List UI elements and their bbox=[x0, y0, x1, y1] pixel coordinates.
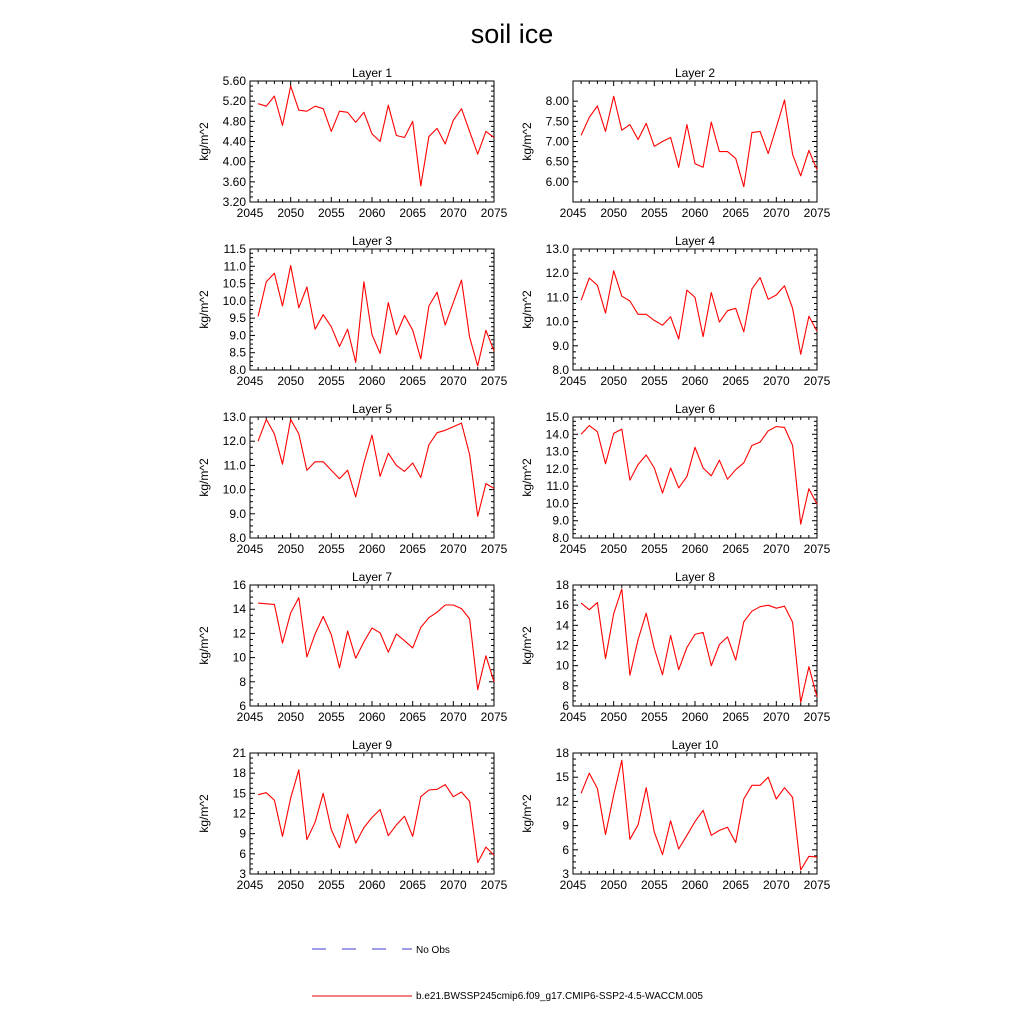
y-tick-label: 8 bbox=[239, 674, 246, 689]
panel-layer-2 bbox=[520, 66, 831, 220]
legend-no-obs-label: No Obs bbox=[416, 945, 450, 956]
series-line bbox=[258, 86, 494, 186]
x-tick-label: 2060 bbox=[681, 206, 709, 220]
x-tick-label: 2075 bbox=[480, 374, 508, 388]
x-tick-label: 2045 bbox=[559, 878, 587, 892]
y-axis-label: kg/m^2 bbox=[197, 290, 211, 329]
y-tick-label: 15 bbox=[232, 786, 246, 801]
x-tick-label: 2055 bbox=[317, 206, 345, 220]
panel-layer-4 bbox=[520, 234, 831, 388]
panel-title: Layer 6 bbox=[674, 402, 716, 416]
x-tick-label: 2045 bbox=[236, 710, 264, 724]
x-tick-label: 2050 bbox=[600, 374, 628, 388]
plot-frame bbox=[250, 249, 494, 370]
x-tick-label: 2045 bbox=[559, 374, 587, 388]
y-tick-label: 12.0 bbox=[545, 266, 569, 281]
x-tick-label: 2075 bbox=[803, 710, 831, 724]
x-tick-label: 2070 bbox=[762, 206, 790, 220]
x-tick-label: 2050 bbox=[277, 710, 305, 724]
y-axis-label: kg/m^2 bbox=[197, 458, 211, 497]
y-tick-label: 3 bbox=[562, 867, 569, 881]
x-tick-label: 2050 bbox=[277, 206, 305, 220]
x-tick-label: 2075 bbox=[803, 878, 831, 892]
plot-frame bbox=[573, 81, 817, 202]
x-tick-label: 2065 bbox=[722, 206, 750, 220]
x-tick-label: 2060 bbox=[358, 878, 386, 892]
panel-title: Layer 1 bbox=[351, 66, 393, 80]
y-tick-label: 6 bbox=[239, 699, 246, 713]
y-tick-label: 5.60 bbox=[222, 74, 246, 88]
panel-title: Layer 8 bbox=[674, 570, 716, 584]
plot-frame bbox=[250, 81, 494, 202]
y-tick-label: 8.0 bbox=[552, 531, 569, 545]
y-tick-label: 6.00 bbox=[545, 174, 569, 189]
y-tick-label: 18 bbox=[555, 578, 569, 592]
x-tick-label: 2050 bbox=[600, 206, 628, 220]
x-tick-label: 2075 bbox=[480, 878, 508, 892]
series-line bbox=[258, 598, 494, 690]
panel-title: Layer 9 bbox=[351, 738, 393, 752]
y-axis-label: kg/m^2 bbox=[520, 794, 534, 833]
x-tick-label: 2050 bbox=[600, 710, 628, 724]
x-tick-label: 2070 bbox=[762, 878, 790, 892]
x-tick-label: 2050 bbox=[600, 542, 628, 556]
y-tick-label: 11.0 bbox=[546, 290, 569, 305]
chart-panels bbox=[197, 66, 831, 892]
x-tick-label: 2065 bbox=[722, 710, 750, 724]
y-axis-label: kg/m^2 bbox=[197, 794, 211, 833]
y-tick-label: 4.80 bbox=[222, 114, 246, 129]
y-tick-label: 12 bbox=[232, 806, 246, 821]
panel-title: Layer 2 bbox=[674, 66, 716, 80]
x-tick-label: 2055 bbox=[317, 878, 345, 892]
panel-title: Layer 5 bbox=[351, 402, 393, 416]
y-tick-label: 9.0 bbox=[229, 506, 246, 521]
series-line bbox=[258, 266, 494, 366]
y-tick-label: 6 bbox=[239, 846, 246, 861]
y-tick-label: 10 bbox=[232, 650, 246, 665]
y-tick-label: 21 bbox=[232, 746, 246, 760]
x-tick-label: 2075 bbox=[480, 710, 508, 724]
x-tick-label: 2055 bbox=[317, 710, 345, 724]
series-line bbox=[581, 760, 817, 870]
x-tick-label: 2045 bbox=[559, 542, 587, 556]
y-tick-label: 12 bbox=[555, 794, 569, 809]
plot-frame bbox=[573, 249, 817, 370]
x-tick-label: 2060 bbox=[358, 710, 386, 724]
x-tick-label: 2045 bbox=[236, 374, 264, 388]
x-tick-label: 2045 bbox=[236, 206, 264, 220]
x-tick-label: 2060 bbox=[358, 206, 386, 220]
legend bbox=[312, 945, 703, 1002]
y-axis-label: kg/m^2 bbox=[197, 626, 211, 665]
y-tick-label: 7.00 bbox=[545, 134, 569, 149]
y-tick-label: 6.50 bbox=[545, 154, 569, 169]
y-tick-label: 3.60 bbox=[222, 174, 246, 189]
x-tick-label: 2050 bbox=[277, 542, 305, 556]
y-tick-label: 13.0 bbox=[545, 444, 569, 459]
y-tick-label: 6 bbox=[562, 699, 569, 713]
x-tick-label: 2045 bbox=[236, 542, 264, 556]
x-tick-label: 2055 bbox=[640, 542, 668, 556]
y-tick-label: 9 bbox=[239, 826, 246, 841]
y-tick-label: 5.20 bbox=[222, 94, 246, 109]
x-tick-label: 2065 bbox=[399, 542, 427, 556]
figure-title: soil ice bbox=[470, 19, 554, 49]
y-tick-label: 11.0 bbox=[546, 479, 569, 494]
plot-frame bbox=[573, 585, 817, 706]
y-tick-label: 11.0 bbox=[223, 458, 246, 473]
panel-title: Layer 4 bbox=[674, 234, 716, 248]
x-tick-label: 2075 bbox=[480, 206, 508, 220]
y-tick-label: 10.5 bbox=[222, 276, 246, 291]
x-tick-label: 2055 bbox=[317, 374, 345, 388]
x-tick-label: 2045 bbox=[236, 878, 264, 892]
plot-frame bbox=[250, 753, 494, 874]
series-line bbox=[258, 770, 494, 863]
x-tick-label: 2060 bbox=[358, 374, 386, 388]
legend-model-label: b.e21.BWSSP245cmip6.f09_g17.CMIP6-SSP2-4.5-WACCM.005 bbox=[416, 991, 703, 1002]
y-tick-label: 8 bbox=[562, 678, 569, 693]
y-tick-label: 8.0 bbox=[229, 363, 246, 377]
y-tick-label: 6 bbox=[562, 842, 569, 857]
series-line bbox=[581, 426, 817, 525]
plot-frame bbox=[250, 585, 494, 706]
y-tick-label: 7.50 bbox=[545, 114, 569, 129]
x-tick-label: 2065 bbox=[399, 206, 427, 220]
series-line bbox=[581, 96, 817, 186]
y-axis-label: kg/m^2 bbox=[197, 122, 211, 161]
panel-layer-1 bbox=[197, 66, 508, 220]
x-tick-label: 2050 bbox=[600, 878, 628, 892]
panel-layer-6 bbox=[520, 402, 831, 556]
x-tick-label: 2065 bbox=[722, 878, 750, 892]
plot-frame bbox=[573, 417, 817, 538]
y-tick-label: 18 bbox=[232, 766, 246, 781]
series-line bbox=[581, 589, 817, 703]
x-tick-label: 2070 bbox=[439, 878, 467, 892]
x-tick-label: 2055 bbox=[640, 710, 668, 724]
y-tick-label: 10.0 bbox=[545, 496, 569, 511]
y-tick-label: 10.0 bbox=[222, 293, 246, 308]
panel-layer-10 bbox=[520, 738, 831, 892]
x-tick-label: 2055 bbox=[640, 878, 668, 892]
x-tick-label: 2055 bbox=[317, 542, 345, 556]
x-tick-label: 2045 bbox=[559, 206, 587, 220]
series-line bbox=[581, 271, 817, 355]
x-tick-label: 2065 bbox=[399, 878, 427, 892]
x-tick-label: 2060 bbox=[681, 710, 709, 724]
y-tick-label: 18 bbox=[555, 746, 569, 760]
y-tick-label: 9.0 bbox=[229, 328, 246, 343]
x-tick-label: 2050 bbox=[277, 374, 305, 388]
x-tick-label: 2060 bbox=[358, 542, 386, 556]
y-tick-label: 12.0 bbox=[222, 434, 246, 449]
y-tick-label: 12 bbox=[232, 626, 246, 641]
x-tick-label: 2070 bbox=[439, 374, 467, 388]
panel-layer-8 bbox=[520, 570, 831, 724]
x-tick-label: 2065 bbox=[399, 374, 427, 388]
y-tick-label: 3 bbox=[239, 867, 246, 881]
y-tick-label: 10 bbox=[555, 658, 569, 673]
y-tick-label: 9 bbox=[562, 818, 569, 833]
y-tick-label: 9.5 bbox=[229, 311, 246, 326]
x-tick-label: 2070 bbox=[762, 374, 790, 388]
x-tick-label: 2055 bbox=[640, 374, 668, 388]
y-tick-label: 8.0 bbox=[229, 531, 246, 545]
x-tick-label: 2075 bbox=[803, 206, 831, 220]
y-tick-label: 14 bbox=[555, 618, 569, 633]
y-tick-label: 11.0 bbox=[223, 259, 246, 274]
y-tick-label: 13.0 bbox=[222, 410, 246, 424]
series-line bbox=[258, 419, 494, 516]
y-axis-label: kg/m^2 bbox=[520, 290, 534, 329]
y-tick-label: 9.0 bbox=[552, 338, 569, 353]
y-axis-label: kg/m^2 bbox=[520, 626, 534, 665]
x-tick-label: 2075 bbox=[480, 542, 508, 556]
x-tick-label: 2060 bbox=[681, 542, 709, 556]
y-tick-label: 15.0 bbox=[545, 410, 569, 424]
y-tick-label: 13.0 bbox=[545, 242, 569, 256]
x-tick-label: 2075 bbox=[803, 374, 831, 388]
y-tick-label: 15 bbox=[555, 770, 569, 785]
y-tick-label: 9.0 bbox=[552, 513, 569, 528]
y-tick-label: 10.0 bbox=[545, 314, 569, 329]
y-tick-label: 3.20 bbox=[222, 195, 246, 209]
y-tick-label: 8.5 bbox=[229, 345, 246, 360]
y-axis-label: kg/m^2 bbox=[520, 458, 534, 497]
x-tick-label: 2045 bbox=[559, 710, 587, 724]
panel-layer-7 bbox=[197, 570, 508, 724]
y-axis-label: kg/m^2 bbox=[520, 122, 534, 161]
y-tick-label: 14.0 bbox=[545, 427, 569, 442]
x-tick-label: 2065 bbox=[722, 542, 750, 556]
x-tick-label: 2065 bbox=[722, 374, 750, 388]
y-tick-label: 8.0 bbox=[552, 363, 569, 377]
panel-layer-3 bbox=[197, 234, 508, 388]
x-tick-label: 2065 bbox=[399, 710, 427, 724]
x-tick-label: 2070 bbox=[762, 542, 790, 556]
y-tick-label: 10.0 bbox=[222, 482, 246, 497]
panel-title: Layer 10 bbox=[671, 738, 719, 752]
y-tick-label: 14 bbox=[232, 602, 246, 617]
y-tick-label: 8.00 bbox=[545, 94, 569, 109]
y-tick-label: 16 bbox=[555, 598, 569, 613]
y-tick-label: 16 bbox=[232, 578, 246, 592]
x-tick-label: 2075 bbox=[803, 542, 831, 556]
panel-layer-5 bbox=[197, 402, 508, 556]
x-tick-label: 2070 bbox=[439, 542, 467, 556]
y-tick-label: 4.40 bbox=[222, 134, 246, 149]
x-tick-label: 2060 bbox=[681, 878, 709, 892]
y-tick-label: 11.5 bbox=[223, 242, 246, 256]
panel-layer-9 bbox=[197, 738, 508, 892]
x-tick-label: 2070 bbox=[439, 710, 467, 724]
x-tick-label: 2070 bbox=[439, 206, 467, 220]
panel-title: Layer 3 bbox=[351, 234, 393, 248]
x-tick-label: 2070 bbox=[762, 710, 790, 724]
y-tick-label: 4.00 bbox=[222, 154, 246, 169]
panel-title: Layer 7 bbox=[351, 570, 393, 584]
x-tick-label: 2060 bbox=[681, 374, 709, 388]
y-tick-label: 12.0 bbox=[545, 461, 569, 476]
y-tick-label: 12 bbox=[555, 638, 569, 653]
x-tick-label: 2050 bbox=[277, 878, 305, 892]
x-tick-label: 2055 bbox=[640, 206, 668, 220]
